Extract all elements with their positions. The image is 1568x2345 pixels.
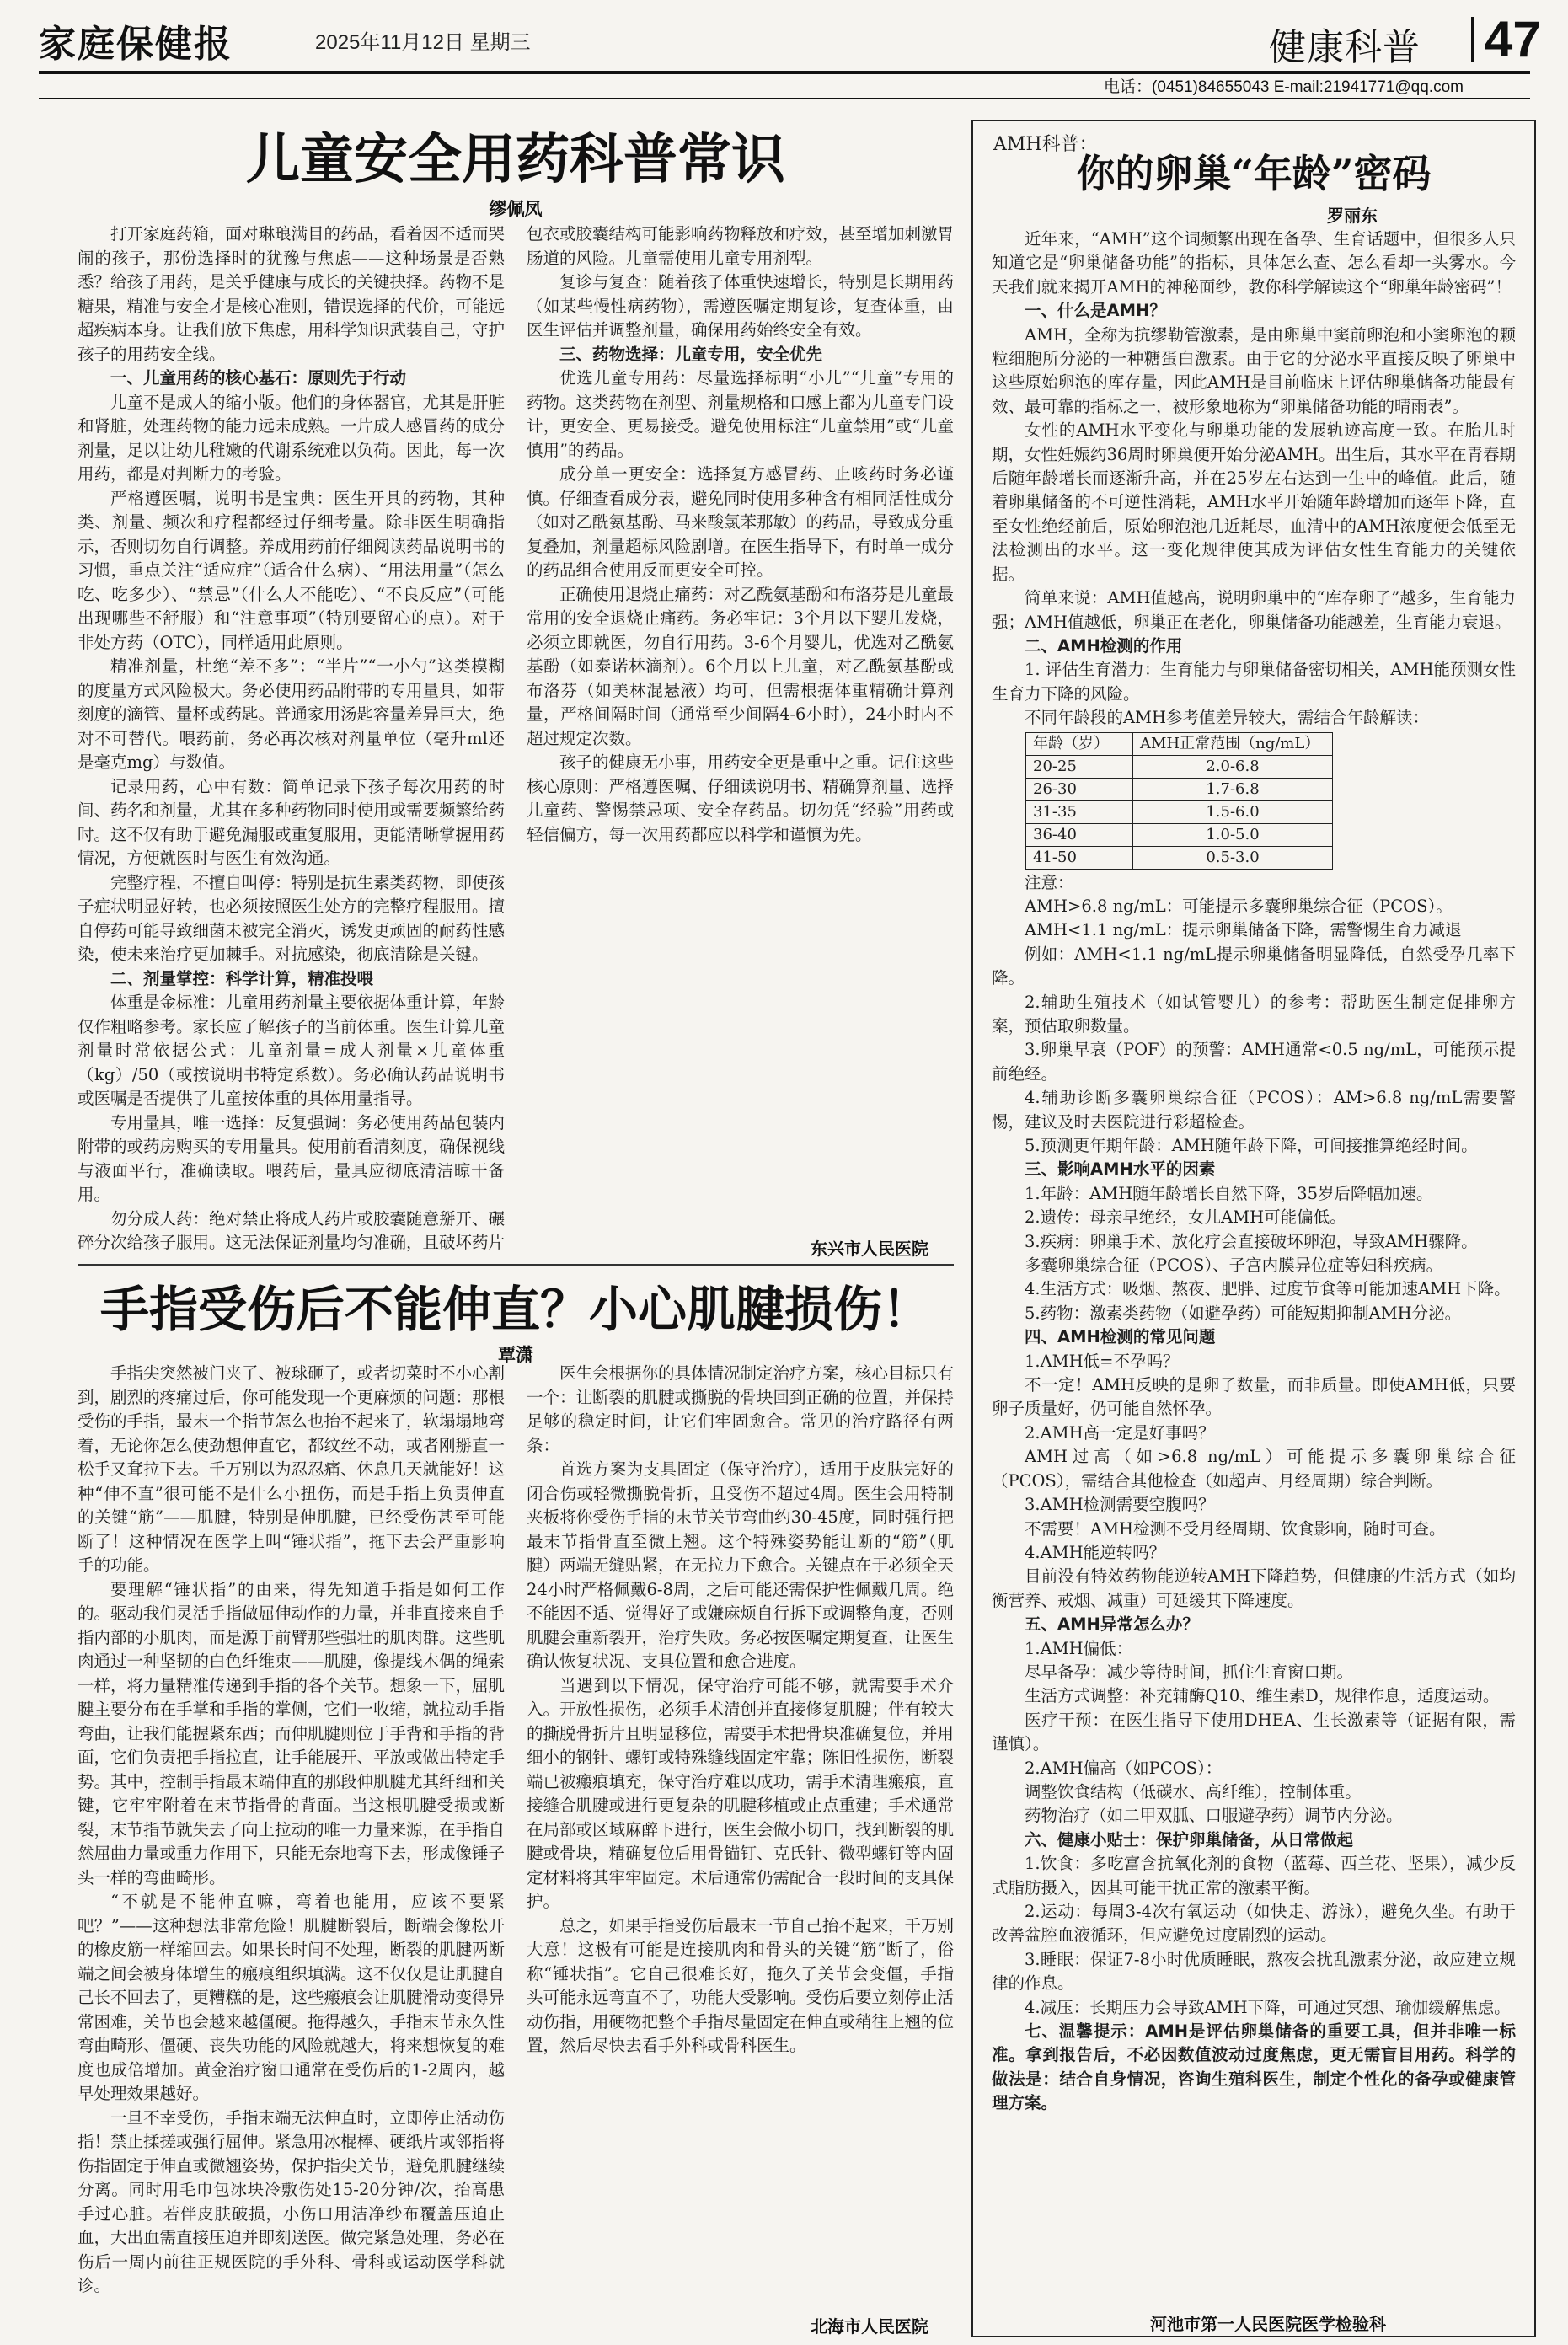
paragraph: 1.年龄：AMH随年龄增长自然下降，35岁后降幅加速。 xyxy=(1025,1183,1433,1203)
issue-date: 2025年11月12日 星期三 xyxy=(315,31,531,54)
paragraph: AMH，全称为抗缪勒管激素，是由卵巢中窦前卵泡和小窦卵泡的颗粒细胞所分泌的一种糖蛋白激素。由于它的分泌水平直接反映了卵巢中这些原始卵泡的库存量，因此AMH是目前临床上评估卵巢储备功能最有效、最可靠的指标之一，被形象地称为“卵巢储备功能的晴雨表”。 xyxy=(992,324,1516,416)
paragraph: 复诊与复查：随着孩子体重快速增长，特别是长期用药（如某些慢性病药物），需遵医嘱定期复诊，复查体重，由医生评估并调整剂量，确保用药始终安全有效。 xyxy=(527,272,955,340)
article-mallet-finger xyxy=(78,1277,954,1367)
paragraph: 1. 评估生育潜力：生育能力与卵巢储备密切相关，AMH能预测女性生育力下降的风险。 xyxy=(992,660,1516,704)
table-row: 41-50 0.5-3.0 xyxy=(1026,846,1333,869)
paragraph: 首选方案为支具固定（保守治疗），适用于皮肤完好的闭合伤或轻微撕脱骨折，且受伤不超过4周。医生会用特制夹板将你受伤手指的末节关节弯曲约30-45度，同时强行把最末节指骨直至微上翘。这个特殊姿势能让断的“筋”（肌腱）两端无缝贴紧，在无拉力下愈合。关键点在于必须全天24小时严格佩戴6-8周，之后可能还需保护性佩戴几周。绝不能因不适、觉得好了或嫌麻烦自行拆下或调整角度，否则肌腱会重新裂开，治疗失败。务必按医嘱定期复查，让医生确认恢复状况、支具位置和愈合进度。 xyxy=(527,1459,955,1671)
article-body xyxy=(992,228,1516,2116)
table-row: 20-25 2.0-6.8 xyxy=(1026,755,1333,778)
section-heading: 六、健康小贴士：保护卵巢储备，从日常做起 xyxy=(1025,1829,1354,1850)
paragraph: 1.AMH低=不孕吗？ xyxy=(1025,1351,1180,1371)
section-heading: 一、儿童用药的核心基石：原则先于行动 xyxy=(110,368,407,388)
header-divider xyxy=(1471,17,1474,62)
paragraph: 2.运动：每周3-4次有氧运动（如快走、游泳），避免久坐。有助于改善盆腔血液循环，但应避免过度剧烈的运动。 xyxy=(992,1902,1516,1946)
table-header: AMH正常范围（ng/mL） xyxy=(1133,732,1333,755)
paragraph: 5.预测更年期年龄：AMH随年龄下降，可间接推算绝经时间。 xyxy=(1025,1136,1478,1155)
paragraph: 简单来说：AMH值越高，说明卵巢中的“库存卵子”越多，生育能力强；AMH值越低，卵巢正在老化，卵巢储备功能越差，生育能力衰退。 xyxy=(992,588,1516,632)
article-body xyxy=(78,222,954,1259)
paragraph: 勿分成人药：绝对禁止将成人药片或胶囊随意掰开、碾碎分次给孩子服用。这无法保证剂量均匀准确，且破坏药片包衣或胶囊结构可能影响药物释放和疗效，甚至增加刺激胃肠道的风险。儿童需使用儿童专用剂型。 xyxy=(78,224,955,1252)
article-author: 覃潇 xyxy=(498,1345,533,1365)
paragraph: 2.辅助生殖技术（如试管婴儿）的参考：帮助医生制定促排卵方案，预估取卵数量。 xyxy=(992,992,1516,1036)
paragraph: 3.AMH检测需要空腹吗？ xyxy=(1025,1495,1215,1515)
paragraph: 精准剂量，杜绝“差不多”：“半片”“一小勺”这类模糊的度量方式风险极大。务必使用药品附带的专用量具，如带刻度的滴管、量杯或药匙。普通家用汤匙容量差异巨大，绝对不可替代。喂药前，务必再次核对剂量单位（毫升ml还是毫克mg）与数值。 xyxy=(78,656,506,772)
paragraph: 打开家庭药箱，面对琳琅满目的药品，看着因不适而哭闹的孩子，那份选择时的犹豫与焦虑——这种场景是否熟悉？给孩子用药，是关乎健康与成长的关键抉择。药物不是糖果，精准与安全才是核心准则，错误选择的代价，可能远超疾病本身。让我们放下焦虑，用科学知识武装自己，守护孩子的用药安全线。 xyxy=(78,224,506,364)
paragraph: 一旦不幸受伤，手指末端无法伸直时，立即停止活动伤指！禁止揉搓或强行屈伸。紧急用冰棍棒、硬纸片或邻指将伤指固定于伸直或微翘姿势，保护指尖关节，避免肌腱继续分离。同时用毛巾包冰块冷敷伤处15-20分钟/次，抬高患手过心脏。若伴皮肤破损，小伤口用洁净纱布覆盖压迫止血，大出血需直接压迫并即刻送医。做完紧急处理，务必在伤后一周内前往正规医院的手外科、骨科或运动医学科就诊。 xyxy=(78,2107,506,2295)
section-heading: 三、影响AMH水平的因素 xyxy=(1025,1159,1216,1180)
article-source: 河池市第一人民医院医学检验科 xyxy=(1150,2314,1386,2334)
section-heading: 五、AMH异常怎么办？ xyxy=(1025,1614,1199,1635)
article-author: 罗丽东 xyxy=(1327,206,1378,226)
paragraph: 4.生活方式：吸烟、熬夜、肥胖、过度节食等可能加速AMH下降。 xyxy=(1025,1279,1511,1299)
article-title: 手指受伤后不能伸直？小心肌腱损伤！ xyxy=(99,1281,931,1338)
paragraph: 5.药物：激素类药物（如避孕药）可能短期抑制AMH分泌。 xyxy=(1025,1303,1462,1323)
amh-article-box xyxy=(971,120,1536,2337)
section-heading: 二、AMH检测的作用 xyxy=(1025,635,1183,656)
paragraph: 正确使用退烧止痛药：对乙酰氨基酚和布洛芬是儿童最常用的安全退烧止痛药。务必牢记：3个月以下婴儿发烧，必须立即就医，勿自行用药。3-6个月婴儿，优选对乙酰氨基酚（如泰诺林滴剂）。6个月以上儿童，对乙酰氨基酚或布洛芬（如美林混悬液）均可，但需根据体重精确计算剂量，严格间隔时间（通常至少间隔4-6小时），24小时内不超过规定次数。 xyxy=(527,584,955,748)
paragraph: 注意： xyxy=(1025,872,1074,892)
paragraph: 严格遵医嘱，说明书是宝典：医生开具的药物，其种类、剂量、频次和疗程都经过仔细考量。除非医生明确指示，否则切勿自行调整。养成用药前仔细阅读药品说明书的习惯，重点关注“适应症”（适合什么病）、“用法用量”（怎么吃、吃多少）、“禁忌”（什么人不能吃）、“不良反应”（可能出现哪些不舒服）和“注意事项”（特别要留心的点）。对于非处方药（OTC），同样适用此原则。 xyxy=(78,488,506,652)
section-heading: 三、药物选择：儿童专用，安全优先 xyxy=(559,344,823,364)
header-subrule xyxy=(39,98,1530,99)
contact-line: 电话：(0451)84655043 E-mail:21941771@qq.com xyxy=(1104,78,1464,96)
paragraph: 记录用药，心中有数：简单记录下孩子每次用药的时间、药名和剂量，尤其在多种药物同时使用或需要频繁给药时。这不仅有助于避免漏服或重复服用，更能清晰掌握用药情况，方便就医时与医生有效沟通。 xyxy=(78,776,506,868)
paragraph: AMH>6.8 ng/mL：可能提示多囊卵巢综合征（PCOS）。 xyxy=(1025,896,1453,916)
article-title: 儿童安全用药科普常识 xyxy=(246,128,785,191)
article-child-medication xyxy=(78,126,954,226)
paragraph: 2.AMH高一定是好事吗？ xyxy=(1025,1422,1215,1443)
paragraph: 生活方式调整：补充辅酶Q10、维生素D，规律作息，适度运动。 xyxy=(1025,1686,1500,1706)
paragraph: 多囊卵巢综合征（PCOS）、子宫内膜异位症等妇科疾病。 xyxy=(1025,1255,1443,1276)
table-row: 26-30 1.7-6.8 xyxy=(1026,778,1333,800)
article-title: 你的卵巢“年龄”密码 xyxy=(1076,151,1432,196)
paragraph: 3.睡眠：保证7-8小时优质睡眠，熬夜会扰乱激素分泌，故应建立规律的作息。 xyxy=(992,1949,1516,1994)
section-name: 健康科普 xyxy=(1269,26,1421,69)
paragraph: 2.遗传：母亲早绝经，女儿AMH可能偏低。 xyxy=(1025,1207,1346,1228)
paragraph: 调整饮食结构（低碳水、高纤维），控制体重。 xyxy=(1025,1781,1362,1802)
table-header: 年龄（岁） xyxy=(1026,732,1133,755)
article-body xyxy=(78,1362,954,2304)
paragraph: 3.卵巢早衰（POF）的预警：AMH通常<0.5 ng/mL，可能预示提前绝经。 xyxy=(992,1040,1516,1084)
paragraph: 药物治疗（如二甲双胍、口服避孕药）调节内分泌。 xyxy=(1025,1806,1403,1826)
article-source: 北海市人民医院 xyxy=(811,2316,928,2337)
intro-paragraph: 近年来，“AMH”这个词频繁出现在备孕、生育话题中，但很多人只知道它是“卵巢储备功能”的指标，具体怎么查、怎么看却一头雾水。今天我们就来揭开AMH的神秘面纱，教你科学解读这个“卵巢年龄密码”！ xyxy=(992,229,1516,297)
table-row: 36-40 1.0-5.0 xyxy=(1026,823,1333,846)
section-heading: 一、什么是AMH？ xyxy=(1025,301,1166,321)
paragraph: “不就是不能伸直嘛，弯着也能用，应该不要紧吧？”——这种想法非常危险！肌腱断裂后，断端会像松开的橡皮筋一样缩回去。如果长时间不处理，断裂的肌腱两断端之间会被身体增生的瘢痕组织填满。这不仅仅是让肌腱自己长不回去了，更糟糕的是，这些瘢痕会让肌腱滑动变得异常困难，关节也会越来越僵硬。拖得越久，手指末节永久性弯曲畸形、僵硬、丧失功能的风险就越大，将来想恢复的难度也成倍增加。黄金治疗窗口通常在受伤后的1-2周内，越早处理效果越好。 xyxy=(78,1892,506,2103)
paragraph: 孩子的健康无小事，用药安全更是重中之重。记住这些核心原则：严格遵医嘱、仔细读说明书、精确算剂量、选择儿童药、警惕禁忌项、安全存药品。切勿凭“经验”用药或轻信偏方，每一次用药都应以科学和谨慎为先。 xyxy=(527,752,955,844)
article-source: 东兴市人民医院 xyxy=(811,1239,928,1259)
masthead xyxy=(39,11,1541,69)
section-heading: 二、剂量掌控：科学计算，精准投喂 xyxy=(110,968,374,988)
paragraph: 医疗干预：在医生指导下使用DHEA、生长激素等（证据有限，需谨慎）。 xyxy=(992,1710,1516,1754)
paragraph: AMH<1.1 ng/mL：提示卵巢储备下降，需警惕生育力减退 xyxy=(1025,920,1462,940)
section-heading: 四、AMH检测的常见问题 xyxy=(1025,1327,1216,1347)
article-separator xyxy=(78,1264,954,1266)
paragraph: 2.AMH偏高（如PCOS）： xyxy=(1025,1758,1223,1778)
newspaper-name: 家庭保健报 xyxy=(39,23,233,66)
paragraph: 女性的AMH水平变化与卵巢功能的发展轨迹高度一致。在胎儿时期，女性妊娠约36周时卵巢便开始分泌AMH。出生后，其水平在青春期后随年龄增长而逐渐升高，并在25岁左右达到一生中的峰值。此后，随着卵巢储备的不可逆性消耗，AMH水平开始随年龄增加而逐年下降，直至女性绝经前后，原始卵泡池几近耗尽，血清中的AMH浓度便会低至无法检测出的水平。这一变化规律使其成为评估女性生育能力的关键依据。 xyxy=(992,420,1516,584)
paragraph: 不同年龄段的AMH参考值差异较大，需结合年龄解读： xyxy=(1025,708,1430,728)
article-kicker: AMH科普： xyxy=(993,134,1098,155)
paragraph: 当遇到以下情况，保守治疗可能不够，就需要手术介入。开放性损伤，必须手术清创并直接修复肌腱；伴有较大的撕脱骨折片且明显移位，需要手术把骨块准确复位，并用细小的钢针、螺钉或特殊缝线固定牢靠；陈旧性损伤，断裂端已被瘢痕填充，保守治疗难以成功，需手术清理瘢痕，直接缝合肌腱或进行更复杂的肌腱移植或止点重建；手术通常在局部或区域麻醉下进行，医生会做小切口，找到断裂的肌腱或骨块，精确复位后用骨锚钉、克氏针、微型螺钉等内固定材料将其牢牢固定。术后通常仍需配合一段时间的支具保护。 xyxy=(527,1675,955,1911)
paragraph: 例如：AMH<1.1 ng/mL提示卵巢储备明显降低，自然受孕几率下降。 xyxy=(992,944,1516,988)
paragraph: 优选儿童专用药：尽量选择标明“小儿”“儿童”专用的药物。这类药物在剂型、剂量规格和口感上都为儿童专门设计，更安全、更易接受。避免使用标注“儿童禁用”或“儿童慎用”的药品。 xyxy=(527,368,955,460)
article-author: 缪佩凤 xyxy=(489,199,543,219)
page-number: 47 xyxy=(1485,11,1541,67)
paragraph: 1.AMH偏低： xyxy=(1025,1638,1133,1658)
paragraph: 1.饮食：多吃富含抗氧化剂的食物（蓝莓、西兰花、坚果），减少反式脂肪摄入，因其可能干扰正常的激素平衡。 xyxy=(992,1854,1516,1898)
paragraph: 成分单一更安全：选择复方感冒药、止咳药时务必谨慎。仔细查看成分表，避免同时使用多种含有相同活性成分（如对乙酰氨基酚、马来酸氯苯那敏）的药品，导致成分重复叠加，剂量超标风险剧增。在医生指导下，有时单一成分的药品组合使用反而更安全可控。 xyxy=(527,464,955,580)
paragraph: 专用量具，唯一选择：反复强调：务必使用药品包装内附带的或药房购买的专用量具。使用前看清刻度，确保视线与液面平行，准确读取。喂药后，量具应彻底清洁晾干备用。 xyxy=(78,1112,506,1204)
paragraph: 不一定！AMH反映的是卵子数量，而非质量。即使AMH低，只要卵子质量好，仍可能自然怀孕。 xyxy=(992,1375,1516,1419)
table-row: 31-35 1.5-6.0 xyxy=(1026,800,1333,823)
paragraph: 3.疾病：卵巢手术、放化疗会直接破坏卵泡，导致AMH骤降。 xyxy=(1025,1231,1478,1251)
paragraph: 4.减压：长期压力会导致AMH下降，可通过冥想、瑜伽缓解焦虑。 xyxy=(1025,1997,1511,2017)
paragraph: 4.辅助诊断多囊卵巢综合征（PCOS）：AM>6.8 ng/mL需要警惕，建议及时去医院进行彩超检查。 xyxy=(992,1088,1516,1132)
paragraph: AMH过高（如>6.8 ng/mL）可能提示多囊卵巢综合征（PCOS），需结合其他检查（如超声、月经周期）综合判断。 xyxy=(992,1447,1516,1491)
paragraph: 体重是金标准：儿童用药剂量主要依据体重计算，年龄仅作粗略参考。家长应了解孩子的当前体重。医生计算儿童剂量时常依据公式：儿童剂量=成人剂量×儿童体重（kg）/50（或按说明书特定系数）。务必确认药品说明书或医嘱是否提供了儿童按体重的具体用量指导。 xyxy=(78,993,506,1108)
section-heading: 七、温馨提示：AMH是评估卵巢储备的重要工具，但并非唯一标准。拿到报告后，不必因数值波动过度焦虑，更无需盲目用药。科学的做法是：结合自身情况，咨询生殖科医生，制定个性化的备孕或健康管理方案。 xyxy=(992,2021,1516,2113)
paragraph: 手指尖突然被门夹了、被球砸了，或者切菜时不小心割到，剧烈的疼痛过后，你可能发现一个更麻烦的问题：那根受伤的手指，最末一个指节怎么也抬不起来了，软塌塌地弯着，无论你怎么使劲想伸直它，都纹丝不动，或者刚掰直一松手又耷拉下去。千万别以为忍忍痛、休息几天就能好！这种“伸不直”很可能不是什么小扭伤，而是手指上负责伸直的关键“筋”——肌腱，特别是伸肌腱，已经受伤甚至可能断了！这种情况在医学上叫“锤状指”，拖下去会严重影响手的功能。 xyxy=(78,1363,506,1575)
paragraph: 儿童不是成人的缩小版。他们的身体器官，尤其是肝脏和肾脏，处理药物的能力远未成熟。一片成人感冒药的成分剂量，足以让幼儿稚嫩的代谢系统难以负荷。因此，每一次用药，都是对判断力的考验。 xyxy=(78,392,506,484)
paragraph: 医生会根据你的具体情况制定治疗方案，核心目标只有一个：让断裂的肌腱或撕脱的骨块回到正确的位置，并保持足够的稳定时间，让它们牢固愈合。常见的治疗路径有两条： xyxy=(527,1363,955,1455)
amh-reference-table xyxy=(1025,732,1333,870)
paragraph: 总之，如果手指受伤后最末一节自己抬不起来，千万别大意！这极有可能是连接肌肉和骨头的关键“筋”断了，俗称“锤状指”。它自己很难长好，拖久了关节会变僵，手指头可能永远弯直不了，功能大受影响。受伤后要立刻停止活动伤指，用硬物把整个手指尽量固定在伸直或稍往上翘的位置，然后尽快去看手外科或骨科医生。 xyxy=(527,1915,955,2055)
paragraph: 不需要！AMH检测不受月经周期、饮食影响，随时可查。 xyxy=(1025,1518,1446,1539)
paragraph: 4.AMH能逆转吗？ xyxy=(1025,1542,1166,1562)
paragraph: 完整疗程，不擅自叫停：特别是抗生素类药物，即使孩子症状明显好转，也必须按照医生处方的完整疗程服用。擅自停药可能导致细菌未被完全消灭，诱发更顽固的耐药性感染，使未来治疗更加棘手。对抗感染，彻底清除是关键。 xyxy=(78,872,506,964)
paragraph: 尽早备孕：减少等待时间，抓住生育窗口期。 xyxy=(1025,1662,1354,1682)
paragraph: 要理解“锤状指”的由来，得先知道手指是如何工作的。驱动我们灵活手指做屈伸动作的力量，并非直接来自手指内部的小肌肉，而是源于前臂那些强壮的肌肉群。这些肌肉通过一种坚韧的白色纤维束——肌腱，像提线木偶的绳索一样，将力量精准传递到手指的各个关节。想象一下，屈肌腱主要分布在手掌和手指的掌侧，它们一收缩，就拉动手指弯曲，让我们能握紧东西；而伸肌腱则位于手背和手指的背面，它们负责把手指拉直，让手能展开、平放或做出特定手势。其中，控制手指最末端伸直的那段伸肌腱尤其纤细和关键，它牢牢附着在末节指骨的背面。当这根肌腱受损或断裂，末节指节就失去了向上拉动的唯一力量来源，在手指自然屈曲力量或重力作用下，只能无奈地弯下去，形成像锤子头一样的弯曲畸形。 xyxy=(78,1579,506,1887)
paragraph: 目前没有特效药物能逆转AMH下降趋势，但健康的生活方式（如均衡营养、戒烟、减重）可延缓其下降速度。 xyxy=(992,1566,1516,1610)
